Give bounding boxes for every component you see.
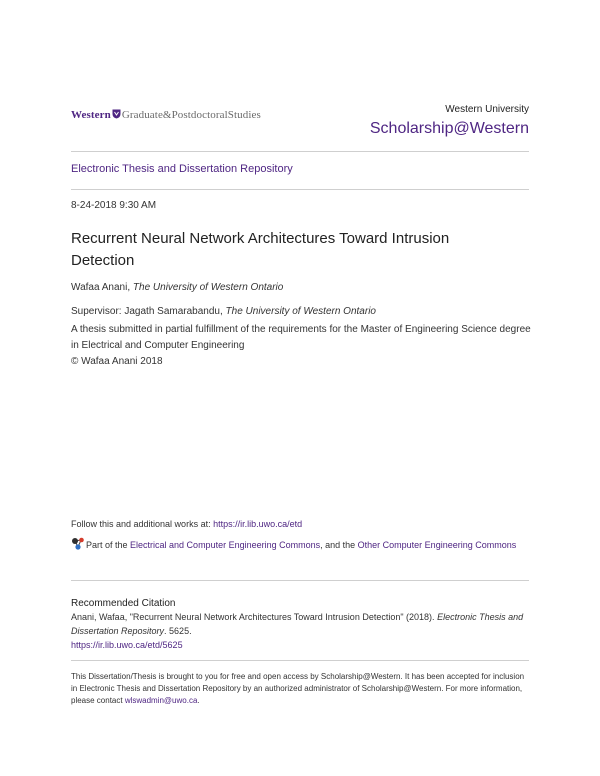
contact-email-link[interactable]: wlswadmin@uwo.ca bbox=[124, 696, 198, 705]
supervisor-name: Supervisor: Jagath Samarabandu, bbox=[71, 306, 223, 317]
author-institution: The University of Western Ontario bbox=[132, 282, 284, 293]
part-of-line bbox=[71, 537, 531, 553]
submission-datetime: 8-24-2018 9:30 AM bbox=[71, 200, 157, 211]
citation-journal: Electronic Thesis and Dissertation Repository bbox=[71, 612, 524, 636]
citation-number: . 5625. bbox=[164, 626, 192, 636]
repository-link[interactable]: Electronic Thesis and Dissertation Repository bbox=[71, 163, 293, 175]
citation-heading: Recommended Citation bbox=[71, 598, 176, 609]
part-of-prefix: Part of the bbox=[86, 540, 131, 550]
shield-icon bbox=[112, 109, 121, 119]
follow-text: Follow this and additional works at: bbox=[71, 519, 214, 529]
thesis-title: Recurrent Neural Network Architectures Toward Intrusion Detection bbox=[71, 230, 450, 269]
citation-body bbox=[71, 610, 531, 652]
thesis-statement: A thesis submitted in partial fulfillment of the requirements for the Master of Engineering Science degree in Electrical and Computer Engineering bbox=[71, 324, 531, 351]
citation-text: Anani, Wafaa, "Recurrent Neural Network Architectures Toward Intrusion Detection" (2018). bbox=[71, 612, 438, 622]
divider-top bbox=[71, 151, 529, 152]
citation-url-link[interactable]: https://ir.lib.uwo.ca/etd/5625 bbox=[71, 640, 183, 650]
footer-end: . bbox=[197, 696, 200, 705]
logo-gps-text: Graduate&PostdoctoralStudies bbox=[121, 109, 261, 121]
scholarship-western-link[interactable]: Scholarship@Western bbox=[369, 120, 529, 137]
divider-repo bbox=[71, 189, 529, 190]
supervisor-line bbox=[71, 306, 376, 317]
footer-text: This Dissertation/Thesis is brought to you for free and open access by Scholarship@Western. It has been accepted for inclusion in Electronic Thesis and Dissertation Repository by an authorized administrator of Scholarship@Western. For more information, please contact bbox=[71, 672, 525, 705]
author-line bbox=[71, 282, 283, 293]
follow-line bbox=[71, 519, 302, 529]
supervisor-institution: The University of Western Ontario bbox=[225, 306, 376, 317]
etd-collection-link[interactable]: https://ir.lib.uwo.ca/etd bbox=[213, 519, 303, 529]
part-of-middle: , and the bbox=[320, 540, 358, 550]
electrical-computer-engineering-commons-link[interactable]: Electrical and Computer Engineering Commons bbox=[130, 540, 321, 550]
gps-logo bbox=[71, 109, 261, 121]
network-icon bbox=[71, 537, 85, 550]
access-footer bbox=[71, 671, 531, 707]
other-computer-engineering-commons-link[interactable]: Other Computer Engineering Commons bbox=[357, 540, 517, 550]
logo-western-text: Western bbox=[71, 109, 111, 121]
divider-citation bbox=[71, 580, 529, 581]
divider-footer bbox=[71, 660, 529, 661]
university-label: Western University bbox=[445, 104, 529, 115]
author-name: Wafaa Anani, bbox=[71, 282, 131, 293]
copyright-notice: © Wafaa Anani 2018 bbox=[71, 356, 163, 367]
